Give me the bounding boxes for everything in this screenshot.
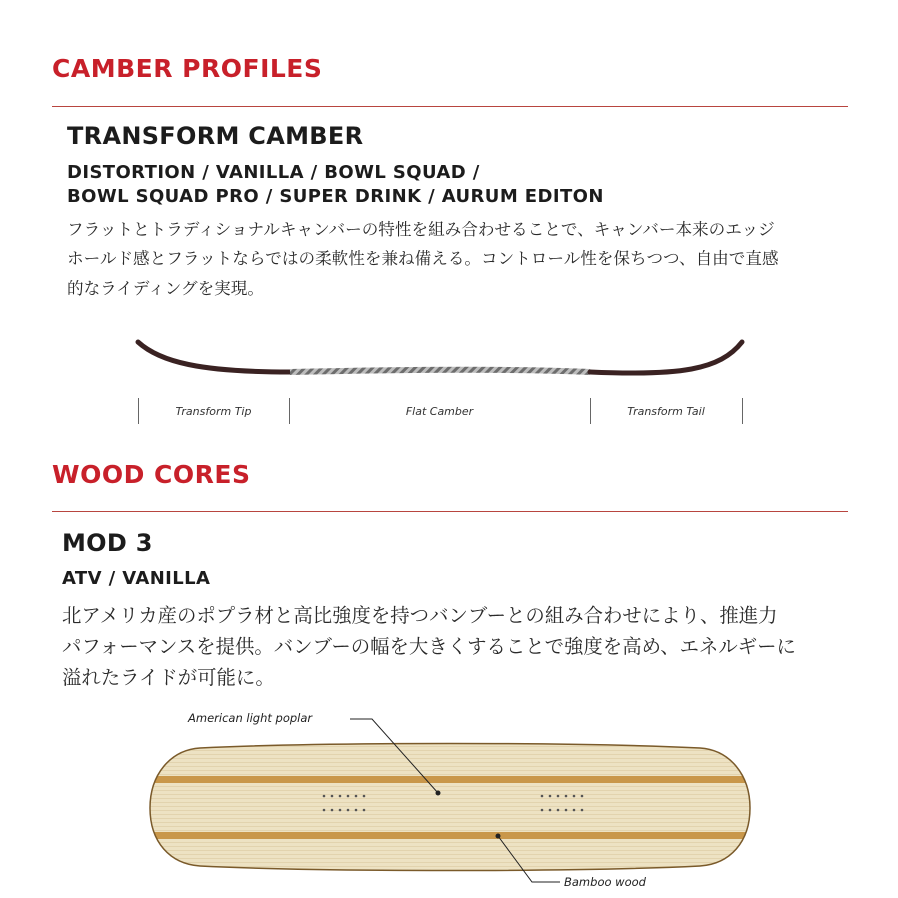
camber-description-line-2: ホールド感とフラットならではの柔軟性を兼ね備える。コントロール性を保ちつつ、自由で直感 <box>67 249 779 268</box>
camber-profiles-title: CAMBER PROFILES <box>52 54 323 83</box>
camber-description-line-1: フラットとトラディショナルキャンバーの特性を組み合わせることで、キャンバー本来のエッジ <box>67 220 775 239</box>
bamboo-stringer-top <box>140 776 760 783</box>
zone-label-flat-camber: Flat Camber <box>405 405 474 418</box>
board-core-fill <box>140 740 760 880</box>
callout-bamboo-wood: Bamboo wood <box>564 875 646 889</box>
callout-american-light-poplar: American light poplar <box>188 711 313 725</box>
zone-label-transform-tip: Transform Tip <box>175 405 252 418</box>
camber-models-line-2: BOWL SQUAD PRO / SUPER DRINK / AURUM EDITON <box>67 186 604 207</box>
bamboo-stringer-bottom <box>140 832 760 839</box>
core-description-line-3: 溢れたライドが可能に。 <box>62 666 275 689</box>
core-description-line-2: パフォーマンスを提供。バンブーの幅を大きくすることで強度を高め、エネルギーに <box>62 635 796 658</box>
core-description-line-1: 北アメリカ産のポプラ材と高比強度を持つバンブーとの組み合わせにより、推進力 <box>62 604 778 627</box>
wood-cores-title: WOOD CORES <box>52 460 251 489</box>
camber-description-line-3: 的なライディングを実現。 <box>67 279 264 298</box>
zone-label-transform-tail: Transform Tail <box>627 405 705 418</box>
camber-models-line-1: DISTORTION / VANILLA / BOWL SQUAD / <box>67 162 480 183</box>
camber-profile-name: TRANSFORM CAMBER <box>67 122 364 150</box>
core-name: MOD 3 <box>62 529 153 557</box>
core-models: ATV / VANILLA <box>62 568 211 589</box>
